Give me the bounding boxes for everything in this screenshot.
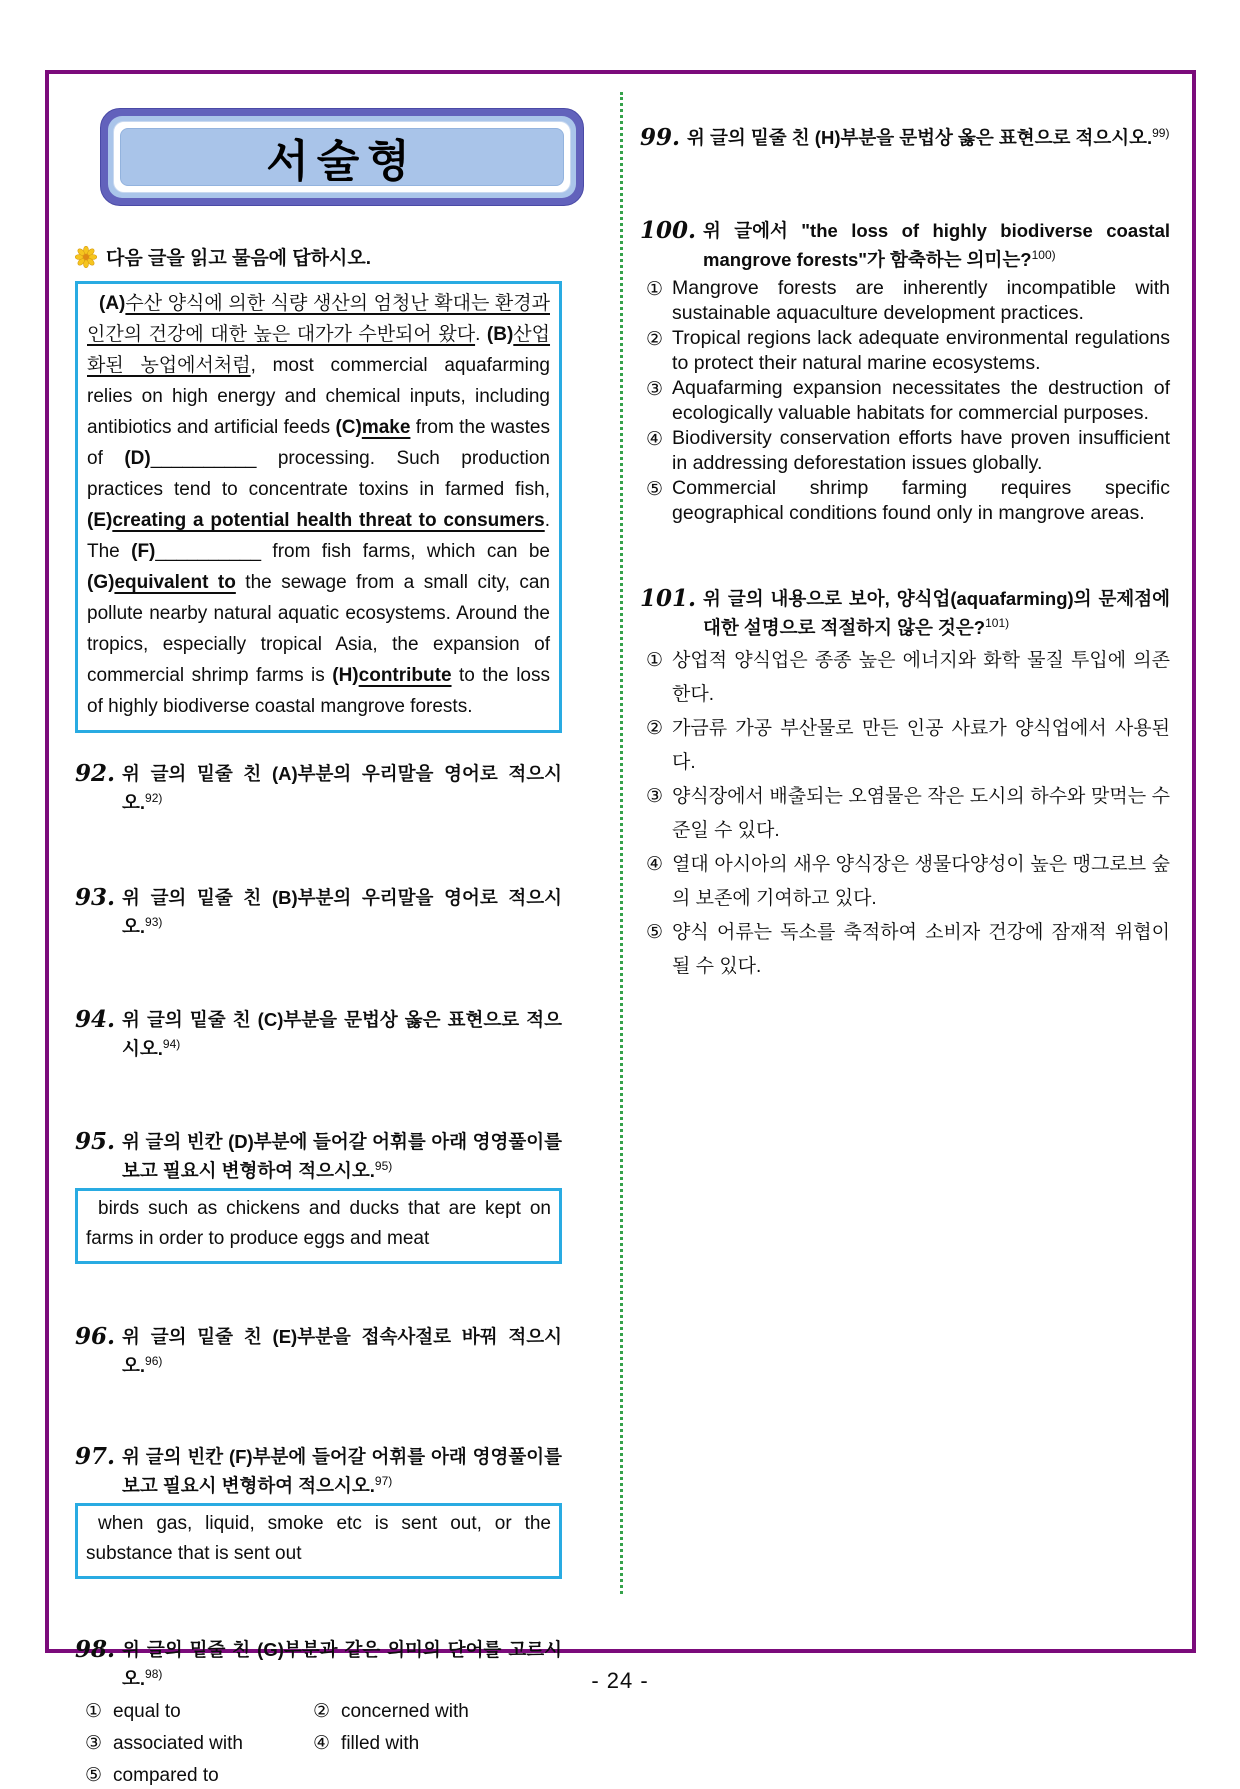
question-95-note: 95) [374, 1158, 393, 1173]
question-99-number: 99. [640, 124, 681, 151]
option-1-marker: ① [646, 650, 664, 671]
option-4 [646, 848, 1170, 916]
option-1 [646, 276, 1170, 326]
passage-segment: the sewage from a small city, can pollute nearby natural aquatic ecosystems. Around the tropics, especially tropical Asia, the expansion of commercial shrimp farms is [87, 572, 550, 686]
question-96-number: 96. [75, 1323, 116, 1350]
option-3-marker: ③ [646, 786, 664, 807]
passage-segment: equivalent to [114, 572, 236, 593]
question-99-note: 99) [1152, 125, 1170, 140]
left-column [75, 95, 562, 1789]
question-95-text-main: 위 글의 빈칸 (D)부분에 들어갈 어휘를 아래 영영풀이를 보고 필요시 변형하여 적으시오. [122, 1131, 562, 1181]
passage-segment: (E) [87, 510, 113, 531]
passage-segment: (G) [87, 572, 115, 593]
passage-segment: __________ [155, 541, 262, 562]
option-4-marker: ④ [646, 429, 664, 450]
option-2 [646, 326, 1170, 376]
question-98-options [75, 1698, 562, 1789]
question-100 [640, 216, 1170, 274]
question-95-number: 95. [75, 1128, 116, 1155]
option-3-text: associated with [113, 1733, 243, 1754]
passage-segment: (F) [131, 541, 156, 562]
section-title: 서술형 [266, 137, 418, 186]
question-93-text [122, 883, 562, 941]
question-96-text-main: 위 글의 밑줄 친 (E)부분을 접속사절로 바꿔 적으시오. [122, 1326, 562, 1376]
passage-segment: 수산 양식에 의한 식량 생산의 엄청난 확대는 환경과 인간의 건강에 대한 높은 대가가 수반되어 왔다 [87, 293, 550, 345]
passage-segment: contribute [358, 665, 452, 686]
passage-segment: from fish farms, which can be [261, 541, 550, 562]
passage-segment: processing. Such production practices tend to concentrate toxins in farmed fish, [87, 448, 550, 500]
option-5-marker: ⑤ [646, 479, 664, 500]
question-93-text-main: 위 글의 밑줄 친 (B)부분의 우리말을 영어로 적으시오. [122, 887, 562, 937]
passage-segment: from the wastes of [87, 417, 551, 469]
option-5 [646, 916, 1170, 984]
definition-box-95: birds such as chickens and ducks that are kept on farms in order to produce eggs and meat [75, 1188, 562, 1264]
option-5-text: Commercial shrimp farming requires specific geographical conditions found only in mangrove areas. [672, 477, 1170, 524]
passage-segment: creating a potential health threat to consumers [112, 510, 545, 531]
section-banner-inner-ring [113, 121, 571, 193]
instruction-line [75, 243, 562, 270]
flower-icon [75, 246, 97, 268]
passage-segment: , most commercial aquafarming relies on high energy and chemical inputs, including antibiotics and artificial feeds [87, 355, 550, 438]
question-98-note: 98) [145, 1666, 163, 1681]
question-92-text [122, 759, 562, 817]
question-97 [75, 1442, 562, 1500]
question-97-note: 97) [374, 1473, 393, 1488]
question-93-number: 93. [75, 884, 116, 911]
question-92-number: 92. [75, 760, 116, 787]
option-4-text: filled with [341, 1733, 420, 1754]
question-99-text-main: 위 글의 밑줄 친 (H)부분을 문법상 옳은 표현으로 적으시오. [687, 127, 1153, 148]
question-100-text-main: 위 글에서 "the loss of highly biodiverse coastal mangrove forests"가 함축하는 의미는? [703, 220, 1170, 270]
option-3-marker: ③ [646, 379, 664, 400]
option-1-marker: ① [646, 279, 664, 300]
option-5-marker: ⑤ [646, 922, 664, 943]
question-100-number: 100. [640, 217, 697, 244]
passage-segment: (H) [332, 665, 359, 686]
passage-segment: to the loss of highly biodiverse coastal mangrove forests. [87, 665, 550, 717]
option-5-marker: ⑤ [85, 1765, 103, 1786]
option-1-text: equal to [113, 1701, 181, 1722]
passage-segment: (B) [486, 324, 514, 345]
question-97-text [122, 1442, 562, 1500]
question-94-text [122, 1005, 562, 1063]
option-3-text: Aquafarming expansion necessitates the destruction of ecologically valuable habitats for commercial purposes. [672, 377, 1170, 424]
option-3-text: 양식장에서 배출되는 오염물은 작은 도시의 하수와 맞먹는 수준일 수 있다. [672, 786, 1170, 841]
option-4-text: Biodiversity conservation efforts have proven insufficient in addressing deforestation issues globally. [672, 427, 1170, 474]
option-1 [85, 1698, 313, 1725]
section-banner [100, 108, 584, 206]
question-94-note: 94) [162, 1036, 181, 1051]
question-97-number: 97. [75, 1443, 116, 1470]
option-1-text: 상업적 양식업은 종종 높은 에너지와 화학 물질 투입에 의존한다. [672, 650, 1170, 705]
option-2-text: 가금류 가공 부산물로 만든 인공 사료가 양식업에서 사용된다. [672, 718, 1170, 773]
question-98-text-main: 위 글의 밑줄 친 (G)부분과 같은 의미의 단어를 고르시오. [122, 1639, 562, 1689]
passage-segment: (A) [99, 293, 126, 314]
question-100-note: 100) [1031, 247, 1056, 262]
option-1 [646, 644, 1170, 712]
question-101-text-main: 위 글의 내용으로 보아, 양식업(aquafarming)의 문제점에 대한 설명으로 적절하지 않은 것은? [703, 588, 1170, 638]
column-divider [620, 92, 623, 1594]
option-3 [646, 376, 1170, 426]
question-92-text-main: 위 글의 밑줄 친 (A)부분의 우리말을 영어로 적으시오. [122, 763, 562, 813]
section-banner-ring [108, 116, 576, 198]
question-94 [75, 1005, 562, 1063]
option-2-text: concerned with [341, 1701, 469, 1722]
question-99 [640, 123, 1170, 152]
option-4 [646, 426, 1170, 476]
question-92-note: 92) [145, 790, 163, 805]
right-column [640, 95, 1170, 984]
option-5-text: compared to [113, 1765, 219, 1786]
question-95-text [122, 1127, 562, 1185]
question-95 [75, 1127, 562, 1185]
option-4-marker: ④ [646, 854, 664, 875]
question-101-number: 101. [640, 585, 697, 612]
option-1-marker: ① [85, 1701, 103, 1722]
question-94-text-main: 위 글의 밑줄 친 (C)부분을 문법상 옳은 표현으로 적으시오. [122, 1009, 562, 1059]
question-93 [75, 883, 562, 941]
question-99-text [687, 123, 1170, 152]
page-number: - 24 - [591, 1668, 649, 1693]
passage-segment: . The [87, 510, 550, 562]
question-93-note: 93) [145, 914, 163, 929]
question-101-options [640, 644, 1170, 984]
question-101-note: 101) [985, 615, 1010, 630]
question-96 [75, 1322, 562, 1380]
option-2 [313, 1698, 562, 1725]
passage-text [87, 288, 550, 722]
instruction-text: 다음 글을 읽고 물음에 답하시오. [106, 248, 371, 269]
option-2-marker: ② [313, 1701, 331, 1722]
passage-box [75, 281, 562, 733]
question-96-note: 96) [145, 1353, 163, 1368]
question-96-text [122, 1322, 562, 1380]
question-97-text-main: 위 글의 빈칸 (F)부분에 들어갈 어휘를 아래 영영풀이를 보고 필요시 변형하여 적으시오. [122, 1446, 562, 1496]
passage-segment: (C) [335, 417, 362, 438]
passage-segment: __________ [150, 448, 257, 469]
question-101 [640, 584, 1170, 642]
option-5-text: 양식 어류는 독소를 축적하여 소비자 건강에 잠재적 위협이 될 수 있다. [672, 922, 1170, 977]
option-1-text: Mangrove forests are inherently incompatible with sustainable aquaculture development practices. [672, 277, 1170, 324]
option-5 [85, 1762, 313, 1789]
question-92 [75, 759, 562, 817]
option-2-text: Tropical regions lack adequate environmental regulations to protect their natural marine ecosystems. [672, 327, 1170, 374]
option-3 [646, 780, 1170, 848]
passage-segment: make [361, 417, 411, 438]
option-2-marker: ② [646, 718, 664, 739]
option-4-marker: ④ [313, 1733, 331, 1754]
option-4-text: 열대 아시아의 새우 양식장은 생물다양성이 높은 맹그로브 숲의 보존에 기여하고 있다. [672, 854, 1170, 909]
option-3-marker: ③ [85, 1733, 103, 1754]
definition-box-97: when gas, liquid, smoke etc is sent out, or the substance that is sent out [75, 1503, 562, 1579]
question-100-options [640, 276, 1170, 526]
section-banner-fill [120, 128, 564, 186]
passage-segment: 산업화된 농업에서처럼 [87, 324, 551, 376]
option-5 [646, 476, 1170, 526]
option-2-marker: ② [646, 329, 664, 350]
passage-segment: (D) [124, 448, 151, 469]
passage-segment: . [475, 324, 487, 345]
question-100-text [703, 216, 1170, 274]
question-94-number: 94. [75, 1006, 116, 1033]
question-101-text [703, 584, 1170, 642]
question-98-number: 98. [75, 1636, 116, 1663]
option-2 [646, 712, 1170, 780]
